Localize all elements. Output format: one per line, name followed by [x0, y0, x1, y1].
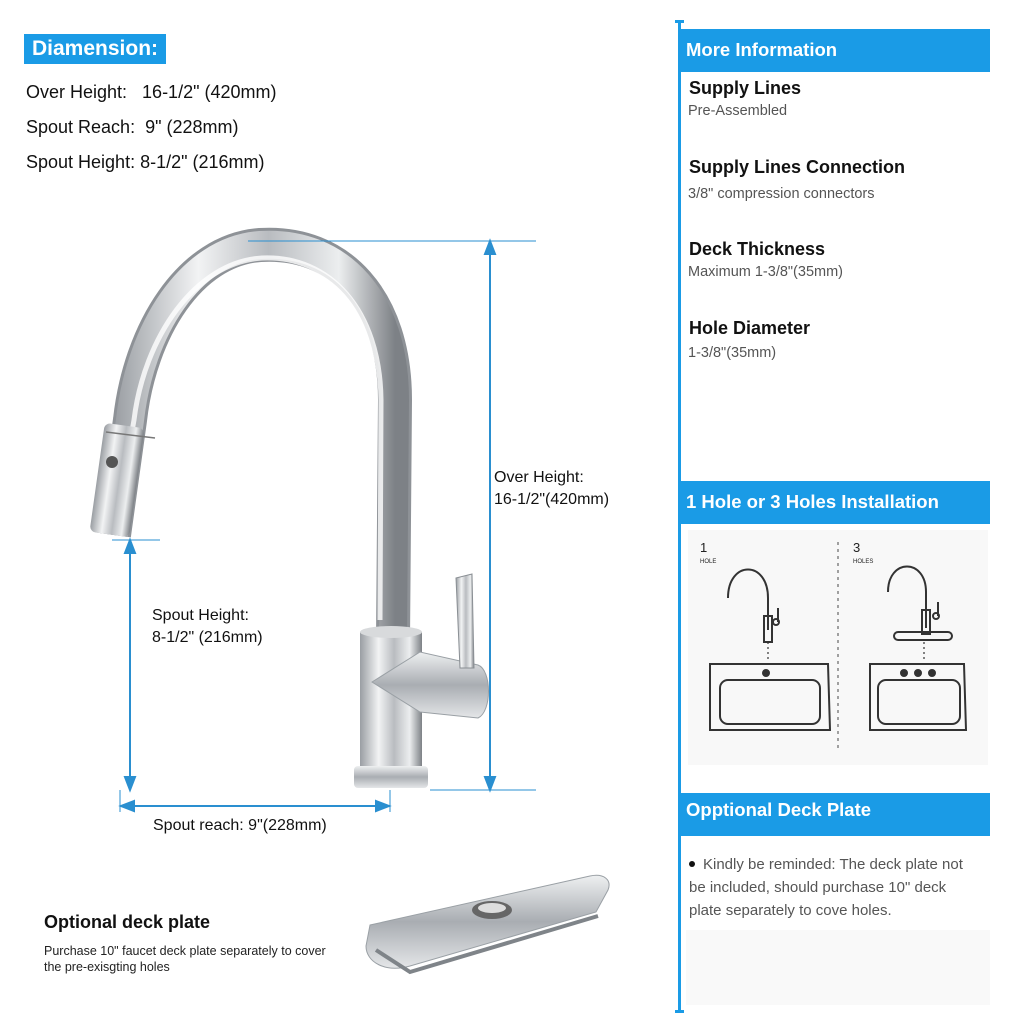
deck-plate-title: Optional deck plate [44, 912, 211, 932]
spout-height-label: Spout Height: [152, 607, 249, 624]
info-title-supply-connection: Supply Lines Connection [689, 157, 906, 177]
spout-height-value: 8-1/2" (216mm) [152, 629, 263, 646]
handle-lever [456, 574, 474, 668]
installation-drawing [688, 530, 988, 765]
more-info-header: More Information [680, 29, 990, 72]
dimension-badge: Diamension: [24, 34, 166, 64]
info-title-deck-thickness: Deck Thickness [689, 239, 826, 259]
installation-header: 1 Hole or 3 Holes Installation [680, 481, 990, 524]
deck-plate-note: Kindly be reminded: The deck plate not be included, should purchase 10" deck plate separately to cove holes. [689, 856, 963, 919]
three-holes-label: HOLES [853, 559, 874, 565]
dimension-spout-reach: Spout Reach: 9" (228mm) [26, 117, 239, 137]
info-value-deck-thickness: Maximum 1-3/8"(35mm) [688, 264, 844, 280]
spray-button [106, 456, 118, 468]
info-title-hole-diameter: Hole Diameter [689, 318, 811, 338]
over-height-label: Over Height: [494, 469, 584, 486]
info-value-supply-lines: Pre-Assembled [688, 103, 788, 119]
info-title-supply-lines: Supply Lines [689, 78, 802, 98]
deck-plate-header: Opptional Deck Plate [680, 793, 990, 836]
three-holes-number: 3 [853, 540, 861, 555]
divider-cap-bottom [675, 1010, 684, 1013]
one-hole-number: 1 [700, 540, 708, 555]
note-background [686, 930, 990, 1005]
divider-cap-top [675, 20, 684, 23]
spray-head [90, 423, 145, 537]
deck-plate-image [366, 875, 609, 972]
deck-plate-description: Purchase 10" faucet deck plate separately to cover the pre-exisgting holes [44, 944, 326, 974]
one-hole-label: HOLE [700, 559, 717, 565]
info-value-supply-connection: 3/8" compression connectors [688, 186, 875, 202]
over-height-value: 16-1/2"(420mm) [494, 491, 610, 508]
info-value-hole-diameter: 1-3/8"(35mm) [688, 345, 777, 361]
dimension-over-height: Over Height: 16-1/2" (420mm) [26, 82, 277, 102]
dimension-spout-height: Spout Height: 8-1/2" (216mm) [26, 152, 265, 172]
faucet-base [354, 766, 428, 788]
spout-reach-label: Spout reach: 9"(228mm) [153, 817, 327, 834]
